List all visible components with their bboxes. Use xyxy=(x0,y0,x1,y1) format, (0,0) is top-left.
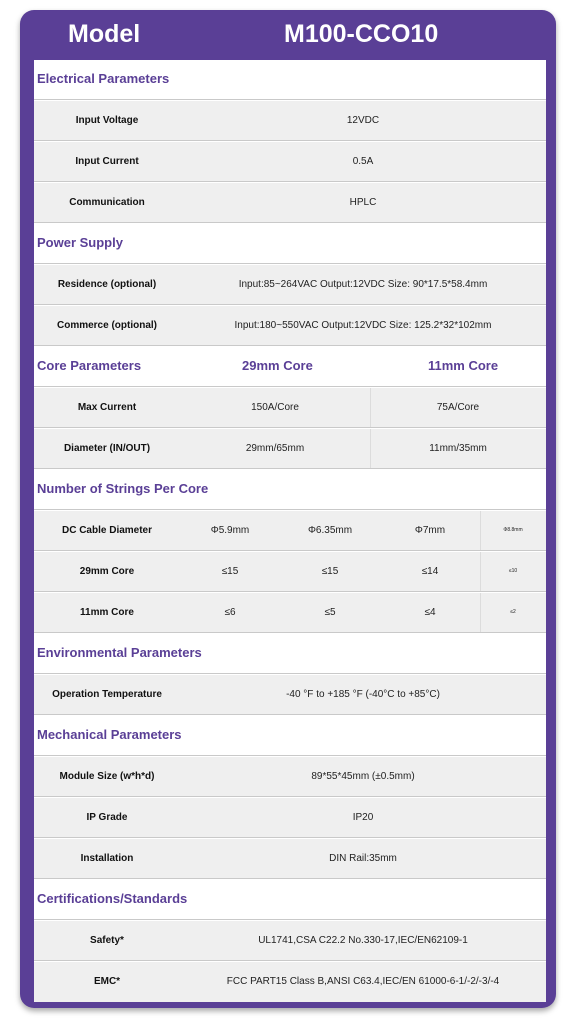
section-title: Number of Strings Per Core xyxy=(37,481,209,496)
row-label: Input Voltage xyxy=(75,115,139,126)
row-value: 75A/Core xyxy=(436,402,480,413)
row-label: Input Current xyxy=(75,156,139,167)
table-row xyxy=(34,593,546,633)
row-value: ≤6 xyxy=(224,607,236,618)
row-value: FCC PART15 Class B,ANSI C63.4,IEC/EN 61000-6-1/-2/-3/-4 xyxy=(226,976,500,987)
table-row xyxy=(34,142,546,182)
row-label: Installation xyxy=(80,853,134,864)
table-row xyxy=(34,388,546,428)
model-name: M100-CCO10 xyxy=(284,20,439,48)
table-row xyxy=(34,183,546,223)
row-value: 11mm/35mm xyxy=(429,443,487,454)
section-certifications xyxy=(34,880,546,920)
row-label: DC Cable Diameter xyxy=(61,525,153,536)
column-header: 29mm Core xyxy=(242,358,313,373)
row-label: EMC* xyxy=(93,976,121,987)
spec-card xyxy=(20,10,556,1008)
row-value: ≤15 xyxy=(321,566,339,577)
row-value: Φ8.8mm xyxy=(503,527,523,533)
row-label: Diameter (IN/OUT) xyxy=(63,443,151,454)
row-label: IP Grade xyxy=(86,812,128,823)
row-value: ≤15 xyxy=(221,566,239,577)
table-row xyxy=(34,552,546,592)
row-label: Module Size (w*h*d) xyxy=(59,771,155,782)
table-row xyxy=(34,265,546,305)
row-label: Safety* xyxy=(90,935,124,946)
row-value: Φ6.35mm xyxy=(307,525,353,536)
section-title: Certifications/Standards xyxy=(37,891,188,906)
row-value: ≤14 xyxy=(421,566,439,577)
row-value: 29mm/65mm xyxy=(245,443,305,454)
row-value: IP20 xyxy=(352,812,374,823)
model-label: Model xyxy=(68,20,141,48)
row-value: 12VDC xyxy=(346,115,380,126)
table-row xyxy=(34,101,546,141)
row-value: DIN Rail:35mm xyxy=(329,853,397,864)
table-row xyxy=(34,962,546,1002)
section-title: Mechanical Parameters xyxy=(37,727,182,742)
row-value: Φ5.9mm xyxy=(210,525,250,536)
row-label: Max Current xyxy=(77,402,137,413)
row-label: 11mm Core xyxy=(80,607,134,618)
section-environmental xyxy=(34,634,546,674)
spec-header xyxy=(20,10,556,60)
section-mechanical xyxy=(34,716,546,756)
table-row xyxy=(34,511,546,551)
row-label: Commerce (optional) xyxy=(56,320,157,331)
section-electrical xyxy=(34,60,546,100)
row-value: HPLC xyxy=(349,197,377,208)
row-value: Φ7mm xyxy=(414,525,446,536)
row-value: ≤2 xyxy=(510,609,516,615)
section-title: Core Parameters xyxy=(37,358,142,373)
spec-table xyxy=(34,60,546,998)
table-row xyxy=(34,757,546,797)
section-title: Environmental Parameters xyxy=(37,645,202,660)
row-value: 0.5A xyxy=(352,156,374,167)
section-strings xyxy=(34,470,546,510)
row-label: Operation Temperature xyxy=(52,689,162,700)
table-row xyxy=(34,429,546,469)
row-value: ≤4 xyxy=(424,607,436,618)
row-value: 150A/Core xyxy=(251,402,299,413)
row-value: ≤10 xyxy=(508,568,518,574)
table-row xyxy=(34,839,546,879)
table-row xyxy=(34,306,546,346)
table-row xyxy=(34,798,546,838)
row-label: Communication xyxy=(69,197,145,208)
row-value: -40 °F to +185 °F (-40°C to +85°C) xyxy=(286,689,440,700)
section-title: Power Supply xyxy=(37,235,123,250)
column-header: 11mm Core xyxy=(428,358,499,373)
row-value: Input:180~550VAC Output:12VDC Size: 125.2*32*102mm xyxy=(234,320,492,331)
row-label: 29mm Core xyxy=(79,566,135,577)
row-value: UL1741,CSA C22.2 No.330-17,IEC/EN62109-1 xyxy=(258,935,468,946)
section-core xyxy=(34,347,546,387)
section-power xyxy=(34,224,546,264)
table-row xyxy=(34,921,546,961)
row-label: Residence (optional) xyxy=(57,279,157,290)
row-value: ≤5 xyxy=(324,607,336,618)
row-value: Input:85~264VAC Output:12VDC Size: 90*17.5*58.4mm xyxy=(238,279,488,290)
row-value: 89*55*45mm (±0.5mm) xyxy=(311,771,415,782)
section-title: Electrical Parameters xyxy=(37,71,170,86)
table-row xyxy=(34,675,546,715)
